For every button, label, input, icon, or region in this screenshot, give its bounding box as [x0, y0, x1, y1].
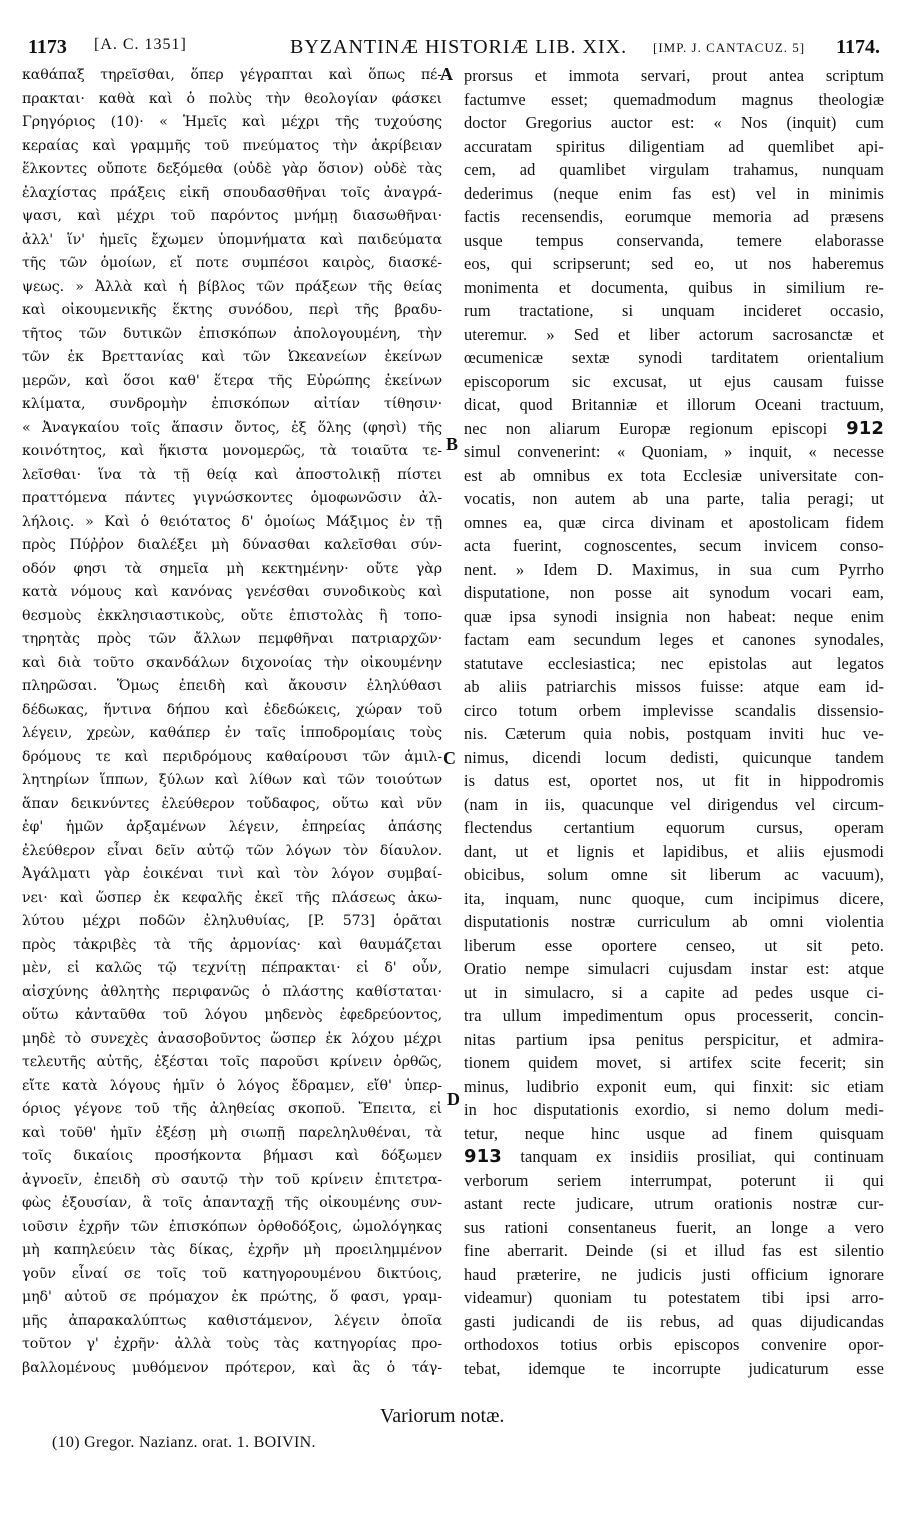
greek-text-line: ἕλκοντες οὔποτε δεξόμεθα (οὐδὲ γὰρ ὅσιον) οὐδὲ τὰς [22, 161, 442, 177]
greek-text-line: κλίματα, συνδρομὴν ἐπισκόπων αἰτίαν τίθησιν· [22, 396, 442, 412]
greek-text-line: κεραίας καὶ γραμμῆς τοῦ πνεύματος τὴν ἀκρίβειαν [22, 137, 442, 154]
greek-text-line: καὶ διὰ τοῦτο σκανδάλων διχονοίας τὴν οἰκουμένην [22, 654, 442, 671]
greek-text-line: πρὸς Πύῤῥον διαλέξει μὴ δύνασθαι καλεῖσθαι σύν- [22, 537, 442, 553]
greek-text-line: λέγειν, χρεὼν, καθάπερ ἐν ταῖς ἱπποδρομίαις τοὺς [22, 725, 442, 741]
latin-text-line: disputatione, non posse ait synodum vocari eam, [464, 583, 884, 602]
latin-text-line: doctor Gregorius auctor est: « Nos (inquit) cum [464, 113, 884, 132]
greek-text-line: τελευτῆς αὐτῆς, ἐξέσται τοῖς παροῦσι κρίνειν ὀρθῶς, [22, 1054, 442, 1070]
latin-text-line: in hoc disputationis exordio, si nemo dolum medi- [464, 1100, 884, 1119]
greek-text-line: λήλοις. » Καὶ ὁ θειότατος δ' ὁμοίως Μάξιμος ἐν τῇ [22, 513, 442, 530]
greek-text-line: μῆς ἀπαρακαλύπτως καθιστάμενον, λέγειν ὁποῖα [22, 1312, 442, 1329]
latin-text-line: obicibus, solum omne sit liberum ac vacuum), [464, 865, 884, 884]
greek-text-line: μηδ' αὐτοῦ σε πρόμαχον ἐκ πρώτης, ὅ φασι, γραμ- [22, 1289, 442, 1305]
latin-text-line: Oratio nempe simulacri cujusdam instar est: atque [464, 959, 884, 978]
latin-text-line: monimenta et documenta, quibus in similium re- [464, 277, 884, 297]
latin-text-line: rum tractatione, si unquam incideret occasio, [464, 301, 884, 320]
latin-text-line: nitas partium ipsa penitus perspicitur, et admira- [464, 1029, 884, 1049]
greek-text-line: ἐλεύθερον εἶναι δεῖν αὐτῷ τῶν λόγων τὸν δίαυλον. [22, 842, 442, 859]
latin-text-line: factis recensendis, eorumque memoria ad præsens [464, 207, 884, 226]
latin-text-line: nis. Cæterum quia nobis, postquam inviti huc ve- [464, 724, 884, 743]
greek-text-line: όριος γέγονε τοῦ τῆς ἀληθείας σκοποῦ. Ἔπειτα, εἰ [22, 1101, 442, 1117]
latin-text-line: cem, ad quamlibet virgulam trahamus, nunquam [464, 160, 884, 179]
latin-text-line: haud præterire, ne judicis justi officium ignorare [464, 1264, 884, 1284]
greek-text-line: ψασι, καὶ μέχρι τοῦ παρόντος μνήμῃ διασωθῆναι· [22, 208, 442, 224]
greek-text-line: λύτου μέχρι ποδῶν ἐληλυθυίας, [P. 573] ὁρᾶται [22, 913, 442, 929]
latin-text-line: œcumenicæ sextæ synodi tarditatem orientalium [464, 348, 884, 367]
greek-text-line: δρόμους τε καὶ περιδρόμους καθαίρουσι τῶν ἁμιλ- [22, 748, 442, 765]
greek-text-line: οὕτω κἀνταῦθα τοῦ λόγου μηδενὸς ἐφεδρεύοντος, [22, 1007, 442, 1023]
latin-text-line: tra ullum impedimentum opus processerit, concin- [464, 1006, 884, 1025]
greek-text-line: γοῦν εἶναί σε τοῖς τοῦ κατηγορουμένου δικτύοις, [22, 1265, 442, 1282]
greek-text-line: οδόν φησι τὰ σημεῖα μὴ κεκτημένην· οὔτε γὰρ [22, 560, 442, 577]
running-title: BYZANTINÆ HISTORIÆ LIB. XIX. [290, 36, 628, 58]
latin-text-line: liberum esse oportere censeo, ut sit peto. [464, 935, 884, 955]
greek-text-line: ιοῦσιν ἐχρῆν τῶν ἐπισκόπων ὀρθοδόξοις, ὡμολόγηκας [22, 1218, 442, 1235]
greek-text-line: ἅπαν δεικνύντες ἐλεύθερον τοὔδαφος, οὕτω καὶ νῦν [22, 795, 442, 812]
section-marker-a: A [440, 64, 453, 84]
greek-text-line: δέδωκας, ἥντινα δήπου καὶ ἐδεδώκεις, χώραν τοῦ [22, 701, 442, 718]
latin-text-line: nec non aliarum Europæ regionum episcopi 912 [464, 417, 884, 439]
latin-text-line: astant recte judicare, utrum orationis nostræ cur- [464, 1194, 884, 1213]
left-column-number: 1173 [28, 36, 67, 58]
greek-text-line: πληρῶσαι. Ὅμως ἐπειδὴ καὶ ἄκουσιν ἐληλύθασι [22, 678, 442, 694]
greek-text-line: ἐφ' ἡμῶν ἀρξαμένων λέγειν, ἐπηρείας ἁπάσης [22, 819, 442, 835]
latin-text-line: (nam in iis, quacunque vel dirigendus vel circum- [464, 794, 884, 814]
latin-text-line: ita, inquam, nunc quoque, cum incipimus dicere, [464, 888, 884, 908]
latin-text-line: quæ ipsa synodi insignia non habeat: neque enim [464, 606, 884, 626]
section-marker-c: C [443, 748, 456, 768]
greek-text-line: μηδὲ τὸ συνεχὲς ἀνασοβοῦντος ὥσπερ ἐκ λόχου μέχρι [22, 1030, 442, 1047]
latin-text-line: is datus est, oportet nos, ut fit in hippodromis [464, 771, 884, 790]
greek-text-line: βαλλομένους μυθόμενον πρότερον, καὶ ἃς ὁ τάγ- [22, 1359, 442, 1376]
latin-text-line: dicat, quod Britanniæ et illorum Oceani tractuum, [464, 395, 884, 414]
latin-text-line: gasti judicandi de iis rebus, ad quas dijudicandas [464, 1311, 884, 1331]
latin-text-line: dant, ut et lignis et lapidibus, et aliis ejusmodi [464, 841, 884, 861]
greek-text-line: ἀλλ' ἵν' ἡμεῖς ἔχωμεν ὑπομνήματα καὶ παιδεύματα [22, 231, 442, 248]
footnote-10: (10) Gregor. Nazianz. orat. 1. BOIVIN. [52, 1434, 316, 1451]
right-column-number: 1174. [836, 36, 880, 58]
latin-text-line: omnes ea, quæ circa divinam et apostolicam fidem [464, 512, 884, 532]
section-marker-d: D [447, 1089, 460, 1109]
latin-text-line: statutave ecclesiastica; nec epistolas aut legatos [464, 653, 884, 673]
greek-text-line: νει· καὶ ὥσπερ ἐκ κεφαλῆς ἐκεῖ τῆς πλάσεως ἀκω- [22, 889, 442, 906]
latin-text-line: videamur) quoniam tu potestatem tibi ipsi arro- [464, 1288, 884, 1307]
latin-text-line: circo totum orbem implevisse scandalis dissensio- [464, 700, 884, 720]
latin-text-line: 913 tanquam ex insidiis prosiliat, qui continuam [464, 1146, 884, 1167]
latin-text-line: episcoporum sic excusat, ut ejus causam fuisse [464, 371, 884, 391]
greek-text-line: ἐλαχίστας πράξεις εἰκῆ σπουδασθῆναι τοῖς ἀναγρά- [22, 184, 442, 201]
greek-text-line: ἀγνοεῖν, ἐπειδὴ σὺ σαυτῷ τὴν τοῦ κρίνειν ἐπιτετρα- [22, 1171, 442, 1188]
greek-text-line: πρὸς τἀκριβὲς τὰ τῆς ἁρμονίας· καὶ θαυμάζεται [22, 936, 442, 953]
greek-text-line: τηρητὰς πρὸς τῶν ἄλλων πεμφθῆναι πατριαρχῶν· [22, 631, 442, 647]
latin-text-line: simul convenerint: « Quoniam, » inquit, « necesse [464, 442, 884, 461]
greek-text-line: Ἀγάλματι γὰρ ἐοικέναι τινὶ καὶ τὸν λόγον συμβαί- [22, 866, 442, 882]
greek-text-line: λητηρίων ἵππων, ξύλων καὶ λίθων καὶ τῶν τοιούτων [22, 772, 442, 788]
section-marker-b: B [446, 434, 459, 454]
latin-text-line: acta fuerint, cognoscentes, secum invicem conso- [464, 536, 884, 555]
latin-text-line: dederimus (neque enim fas est) vel in minimis [464, 183, 884, 203]
year-reference: [A. C. 1351] [94, 36, 187, 53]
greek-text-line: μὲν, εἰ καλῶς τῷ τεχνίτῃ πέπρακται· εἰ δ' οὖν, [22, 960, 442, 976]
greek-text-line: Γρηγόριος (10)· « Ἡμεῖς καὶ μέχρι τῆς τυχούσης [22, 114, 442, 130]
greek-text-line: τῶν ἐκ Βρεττανίας καὶ τῶν Ὠκεανείων ἐκείνων [22, 349, 442, 365]
latin-text-line: minus, ludibrio exponit eum, qui finxit: sic etiam [464, 1076, 884, 1096]
greek-text-column [22, 64, 442, 1380]
greek-text-line: καὶ τοῦθ' ἡμῖν ἐξέσῃ μὴ σιωπῇ παρεληλυθέναι, τὰ [22, 1124, 442, 1141]
greek-text-line: μερῶν, καὶ ὅσοι καθ' ἕτερα τῆς Εὐρώπης ἐκείνων [22, 372, 442, 389]
latin-text-line: verborum seriem interrumpat, poterunt ii qui [464, 1170, 884, 1190]
greek-text-line: κατὰ νόμους καὶ κανόνας γενέσθαι συνοδικοὺς καὶ [22, 584, 442, 600]
greek-text-line: ψεως. » Ἀλλὰ καὶ ἡ βίβλος τῶν πράξεων τῆς θείας [22, 278, 442, 295]
greek-text-line: τοῖς δικαίοις προσήκοντα βήμασι καὶ δόξωμεν [22, 1148, 442, 1164]
latin-text-column [464, 64, 884, 1380]
latin-text-line: factumve esset; quemadmodum magnus theologiæ [464, 89, 884, 109]
emperor-reference: [IMP. J. CANTACUZ. 5] [653, 40, 806, 55]
greek-text-line: θεσμοὺς ἐκκλησιαστικοὺς, οὔτε ἐπιστολὰς ἢ τοπο- [22, 607, 442, 624]
greek-text-line: καὶ οἰκουμενικῆς ἕκτης συνόδου, περὶ τῆς βραδυ- [22, 302, 442, 318]
latin-text-line: factam eam secundum leges et canones synodales, [464, 630, 884, 649]
latin-text-line: fine aberrarit. Deinde (si et illud fas est silentio [464, 1241, 884, 1260]
greek-text-line: καθάπαξ τηρεῖσθαι, ὅπερ γέγραπται καὶ ὅπως πέ- [22, 67, 442, 83]
latin-text-line: tionem quidem movet, si artifex scite fecerit; sin [464, 1053, 884, 1072]
greek-text-line: κοινότητος, καὶ ἥκιστα μονομερῶς, τὰ τοιαῦτα τε- [22, 443, 442, 459]
latin-text-line: accuratam spiritus diligentiam ad quemlibet api- [464, 136, 884, 156]
latin-text-line: vocatis, non autem ab una parte, talia peragi; ut [464, 489, 884, 508]
greek-text-line: λεῖσθαι· ἵνα τὰ τῇ θείᾳ καὶ ἀποστολικῇ πίστει [22, 466, 442, 483]
greek-text-line: εἴτε κατὰ λόγους ἡμῖν ὁ λόγος ἔδραμεν, εἴθ' ὑπερ- [22, 1077, 442, 1094]
latin-text-line: disputationis nostræ curriculum ab omni violentia [464, 912, 884, 931]
latin-text-line: tebat, idemque te incorrupte judicaturum esse [464, 1358, 884, 1378]
running-header [28, 36, 880, 62]
notes-heading: Variorum notæ. [380, 1405, 505, 1427]
greek-text-line: μὴ καπηλεύειν τὰς δίκας, ἐχρῆν μὴ προειλημμένον [22, 1242, 442, 1258]
greek-text-line: τοῦτον γ' ἐχρῆν· ἀλλὰ τοὺς τὰς κατηγορίας προ- [22, 1336, 442, 1352]
latin-text-line: flectendus certantium equorum cursus, operam [464, 818, 884, 837]
greek-text-line: πραττόμενα πάντες γιγνώσκοντες ὁμοφωνῶσιν ἀλ- [22, 490, 442, 506]
greek-text-line: τῆτος τῶν δυτικῶν ἐπισκόπων ἀπολογουμένη, τὴν [22, 325, 442, 342]
greek-text-line: πρακται· καθὰ καὶ ὁ πολὺς τὴν θεολογίαν φάσκει [22, 90, 442, 107]
greek-text-line: φὼς ἐξουσίαν, ἃ τοῖς ἁπανταχῇ τῆς οἰκουμένης συν- [22, 1195, 442, 1211]
greek-text-line: τῆς τῶν ὁμοίων, εἴ ποτε συμπέσοι καιρὸς, διασκέ- [22, 255, 442, 271]
latin-text-line: est ab omnibus ex tota Ecclesiæ universitate con- [464, 465, 884, 485]
latin-text-line: uteremur. » Sed et liber actorum sacrosanctæ et [464, 324, 884, 344]
latin-text-line: ab aliis patriarchis missos fuisse: atque eam id- [464, 677, 884, 696]
greek-text-line: αἰσχύνης ἀθλητὴς περιφανῶς ὁ πλάστης καθίσταται· [22, 983, 442, 1000]
latin-text-line: eos, qui scripserunt; sed eo, ut nos haberemus [464, 254, 884, 273]
latin-text-line: nimus, dicendi locum dedisti, quicunque tandem [464, 747, 884, 767]
latin-text-line: ut in simulacro, si a capite ad pedes usque ci- [464, 982, 884, 1002]
latin-text-line: tetur, neque hinc usque ad finem quisquam [464, 1123, 884, 1143]
latin-text-line: sus rationi consentaneus fuerit, an longe a vero [464, 1217, 884, 1237]
latin-text-line: orthodoxos totius orbis episcopos convenire opor- [464, 1335, 884, 1354]
greek-text-line: « Ἀναγκαίου τοῖς ἅπασιν ὄντος, ἐξ ὅλης (φησὶ) τῆς [22, 419, 442, 436]
latin-text-line: prorsus et immota servari, prout antea scriptum [464, 66, 884, 85]
latin-text-line: nent. » Idem D. Maximus, in sua cum Pyrrho [464, 559, 884, 579]
latin-text-line: usque tempus conservanda, temere elaborasse [464, 230, 884, 250]
